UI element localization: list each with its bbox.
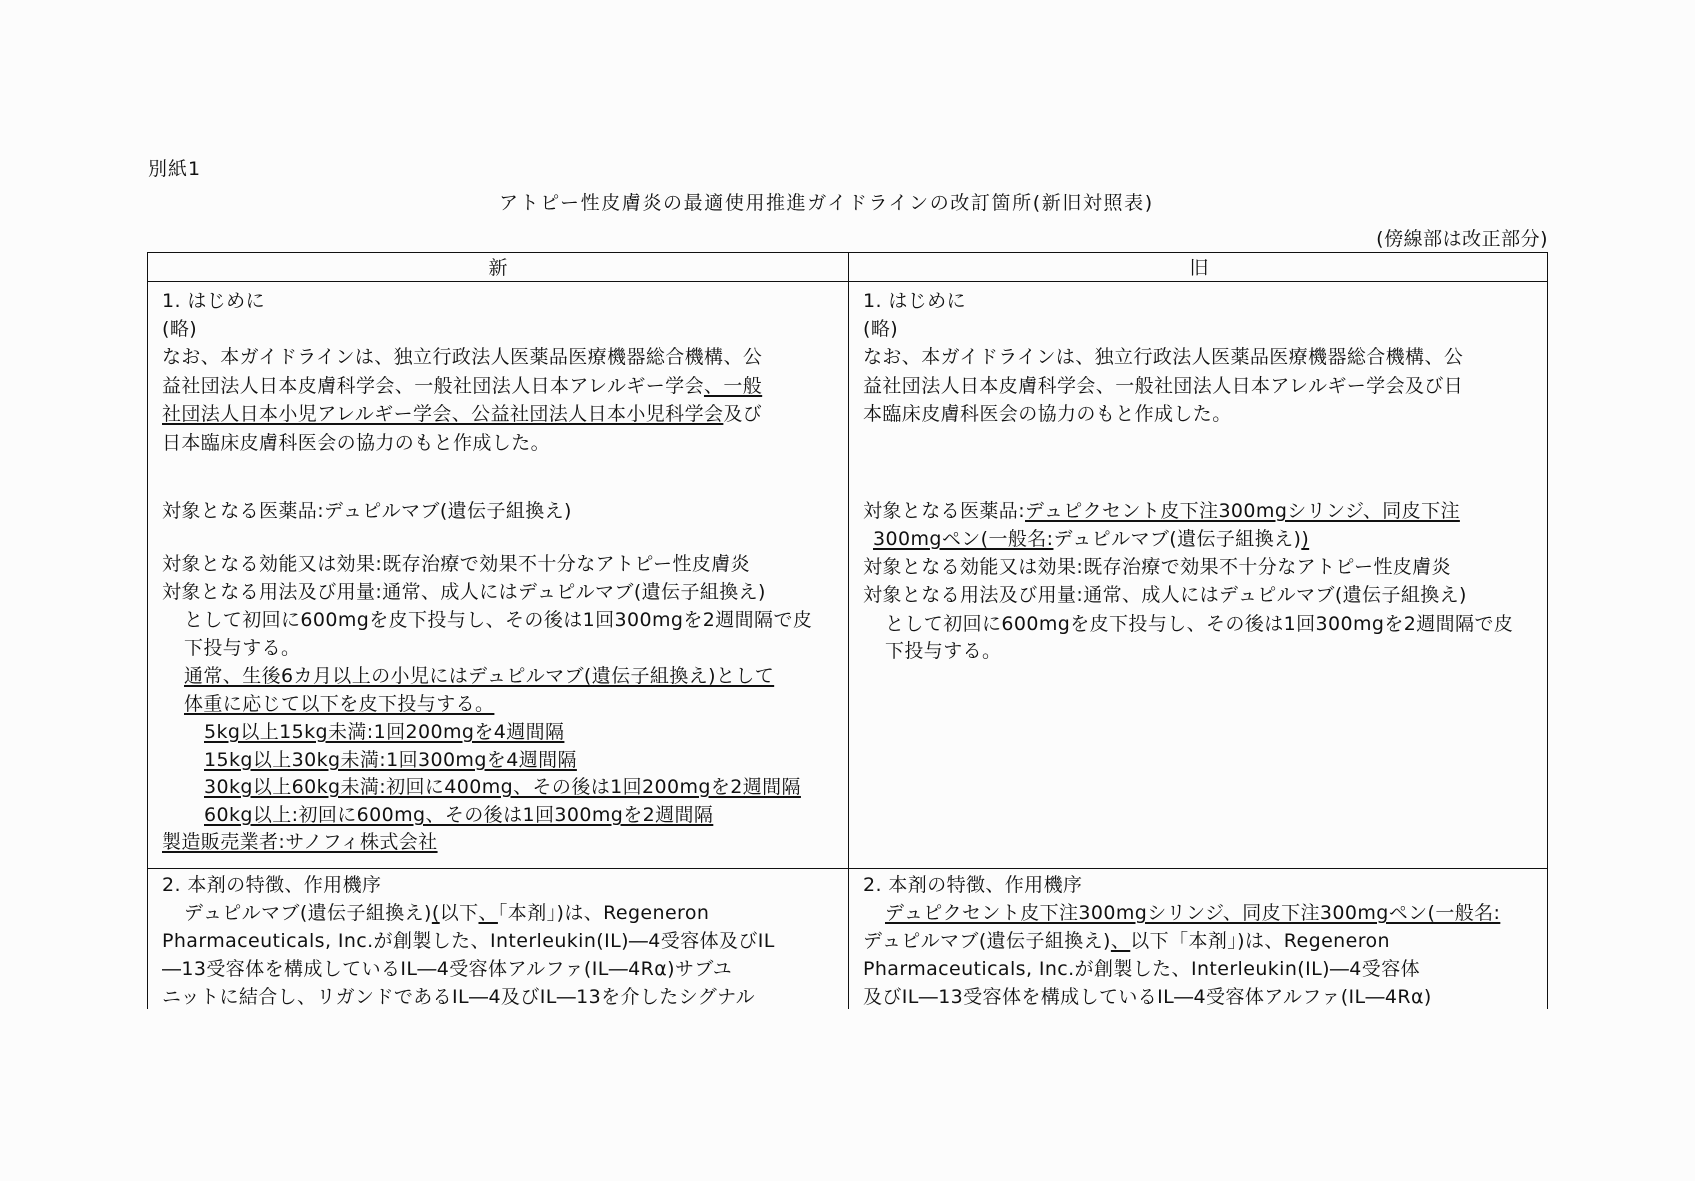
revised-text: ( [431,902,440,924]
text-line [162,431,550,455]
text-segment: 本臨床皮膚科医会の協力のもと作成した。 [863,403,1232,425]
text-segment: 「本剤」)は、Regeneron [497,902,710,924]
text-segment: 対象となる用法及び用量:通常、成人にはデュピルマブ(遺伝子組換え) [162,581,766,603]
revised-text: 、 [478,902,498,924]
text-line [162,317,197,341]
attachment-label: 別紙1 [148,158,202,180]
revised-text: 300mgペン(一般名: [873,528,1054,550]
text-segment: (略) [162,318,198,340]
section-1-old [849,281,1549,868]
text-segment: 2. 本剤の特徴、作用機序 [162,874,382,896]
text-line [863,873,1082,897]
text-line [162,985,755,1009]
text-line [184,608,812,632]
text-line [162,402,762,426]
text-segment: 及び [723,403,763,425]
text-line [863,374,1463,398]
text-segment: ―13受容体を構成しているIL―4受容体アルファ(IL―4Rα)サブユ [162,958,733,980]
text-line [162,552,750,576]
text-segment: 益社団法人日本皮膚科学会、一般社団法人日本アレルギー学会 [162,375,704,397]
text-line [885,901,1500,925]
text-segment: (略) [863,318,899,340]
section-2-old [849,873,1549,1010]
text-segment: 対象となる医薬品: [863,500,1026,522]
column-header-old: 旧 [1189,257,1209,279]
section-1-new [148,281,848,868]
revised-text: 30kg以上60kg未満:初回に400mg、その後は1回200mgを2週間隔 [204,776,801,798]
text-line [863,555,1451,579]
text-line [885,639,1001,663]
text-line [863,499,1460,523]
text-segment: Pharmaceuticals, Inc.が創製した、Interleukin(IL)―4受容体及びIL [162,930,775,952]
section-2-new [148,873,848,1010]
text-segment: として初回に600mgを皮下投与し、その後は1回300mgを2週間隔で皮 [885,613,1514,635]
revised-text: 製造販売業者:サノフィ株式会社 [162,831,438,853]
text-line [162,345,762,369]
revised-text: 社団法人日本小児アレルギー学会、公益社団法人日本小児科学会 [162,403,724,425]
text-line [204,803,713,827]
text-segment: 及びIL―13受容体を構成しているIL―4受容体アルファ(IL―4Rα) [863,986,1432,1008]
text-segment: 下投与する。 [885,640,1002,662]
text-line [863,583,1467,607]
text-segment: ニットに結合し、リガンドであるIL―4及びIL―13を介したシグナル [162,986,755,1008]
text-segment: 対象となる用法及び用量:通常、成人にはデュピルマブ(遺伝子組換え) [863,584,1467,606]
text-segment: デュピルマブ(遺伝子組換え) [184,902,432,924]
text-line [162,499,572,523]
revised-text: ) [1301,528,1310,550]
text-line [162,873,381,897]
text-line [162,580,766,604]
text-segment: デュピルマブ(遺伝子組換え) [1053,528,1302,550]
text-line [184,636,300,660]
text-segment: 以下「本剤」)は、Regeneron [1130,930,1390,952]
revised-text: 5kg以上15kg未満:1回200mgを4週間隔 [204,721,565,743]
text-segment: デュピルマブ(遺伝子組換え) [863,930,1111,952]
text-segment: Pharmaceuticals, Inc.が創製した、Interleukin(IL)―4受容体 [863,958,1420,980]
text-segment: 2. 本剤の特徴、作用機序 [863,874,1083,896]
text-segment: 1. はじめに [863,290,966,312]
revised-text: デュピクセント皮下注300mgシリンジ、同皮下注 [1025,500,1460,522]
text-segment: 下投与する。 [184,637,301,659]
text-line [863,345,1463,369]
revised-text: 60kg以上:初回に600mg、その後は1回300mgを2週間隔 [204,804,714,826]
text-line [184,901,709,925]
text-line [184,664,774,688]
text-line [162,289,265,313]
text-line [863,985,1432,1009]
text-segment: 益社団法人日本皮膚科学会、一般社団法人日本アレルギー学会及び日 [863,375,1464,397]
text-line [162,830,438,854]
text-line [162,957,732,981]
text-line [873,527,1309,551]
text-line [204,720,564,744]
column-header-new: 新 [488,257,508,279]
text-segment: 以下 [439,902,479,924]
text-segment: なお、本ガイドラインは、独立行政法人医薬品医療機器総合機構、公 [863,346,1464,368]
text-segment: 対象となる効能又は効果:既存治療で効果不十分なアトピー性皮膚炎 [162,553,751,575]
text-segment: 1. はじめに [162,290,265,312]
text-line [204,775,801,799]
text-line [863,317,898,341]
text-line [204,748,577,772]
revised-text: 、一般 [703,375,763,397]
revised-text: 体重に応じて以下を皮下投与する。 [184,693,495,715]
text-line [162,929,775,953]
revised-text: 15kg以上30kg未満:1回300mgを4週間隔 [204,749,577,771]
revised-text: 通常、生後6カ月以上の小児にはデュピルマブ(遺伝子組換え)として [184,665,775,687]
revised-text: 、 [1110,930,1131,952]
text-line [885,612,1513,636]
text-segment: 日本臨床皮膚科医会の協力のもと作成した。 [162,432,551,454]
text-line [863,929,1390,953]
text-line [863,957,1420,981]
text-line [863,402,1232,426]
text-segment: 対象となる効能又は効果:既存治療で効果不十分なアトピー性皮膚炎 [863,556,1452,578]
row-divider [148,868,1547,869]
text-line [863,289,966,313]
text-segment: として初回に600mgを皮下投与し、その後は1回300mgを2週間隔で皮 [184,609,813,631]
text-segment: なお、本ガイドラインは、独立行政法人医薬品医療機器総合機構、公 [162,346,763,368]
document-title: アトピー性皮膚炎の最適使用推進ガイドラインの改訂箇所(新旧対照表) [499,192,1154,214]
text-line [162,374,762,398]
revised-text: デュピクセント皮下注300mgシリンジ、同皮下注300mgペン(一般名: [885,902,1501,924]
comparison-table [147,252,1548,1009]
text-segment: 対象となる医薬品:デュピルマブ(遺伝子組換え) [162,500,572,522]
underline-note: (傍線部は改正部分) [1376,228,1548,250]
text-line [184,692,494,716]
